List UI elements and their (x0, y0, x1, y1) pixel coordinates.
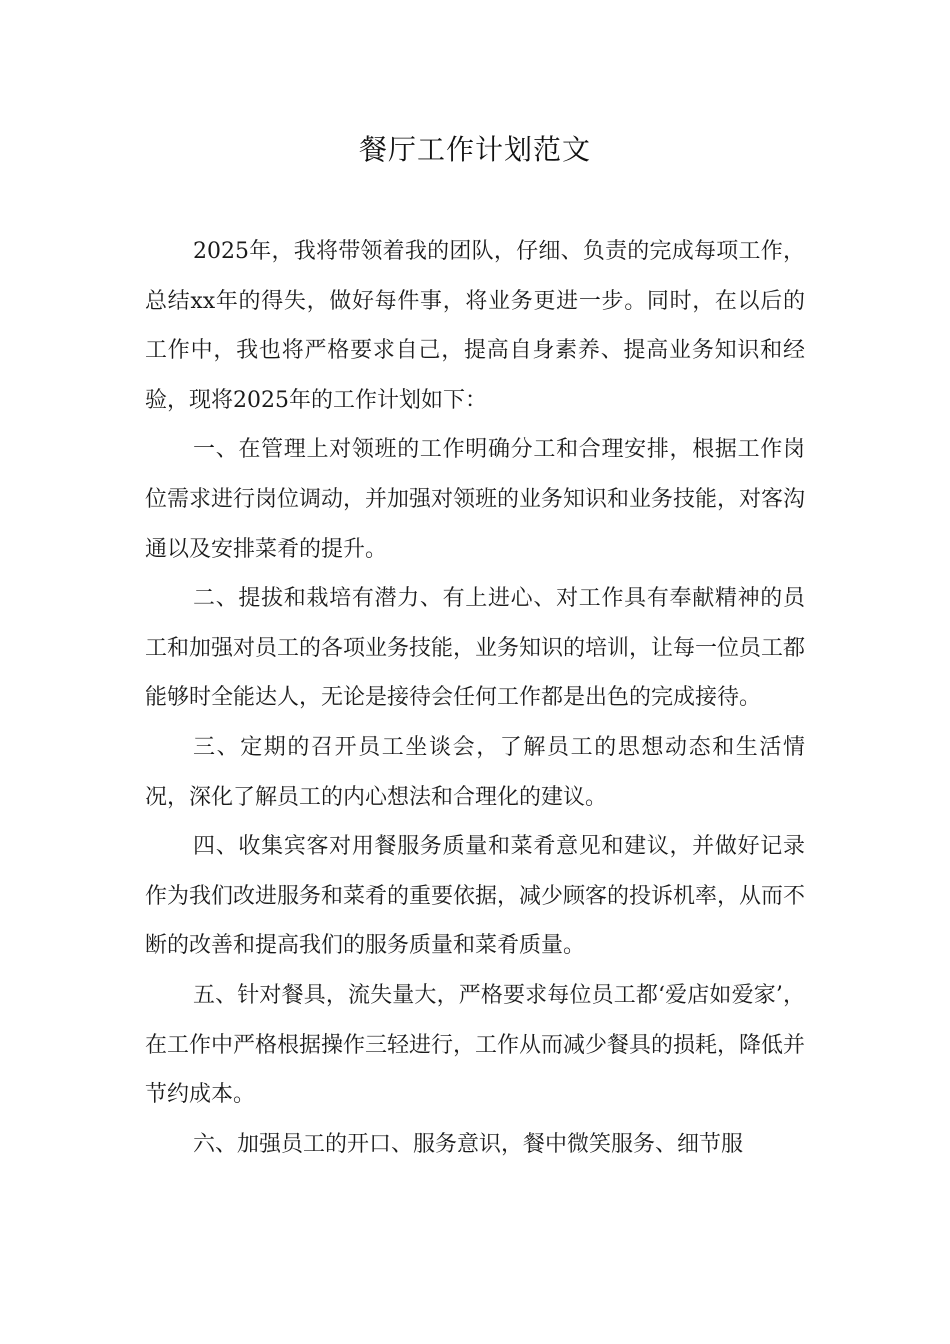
paragraph-item-5: 五、针对餐具，流失量大，严格要求每位员工都‘爱店如爱家’，在工作中严格根据操作三轻进行，工作从而减少餐具的损耗，降低并节约成本。 (145, 982, 806, 1108)
paragraph-item-3: 三、定期的召开员工坐谈会，了解员工的思想动态和生活情况，深化了解员工的内心想法和合理化的建议。 (145, 734, 805, 810)
paragraph-item-6: 六、加强员工的开口、服务意识，餐中微笑服务、细节服 (193, 1131, 744, 1157)
paragraph-item-2: 二、提拔和栽培有潜力、有上进心、对工作具有奉献精神的员工和加强对员工的各项业务技能，业务知识的培训，让每一位员工都能够时全能达人，无论是接待会任何工作都是出色的完成接待。 (145, 586, 806, 711)
paragraph-item-1: 一、在管理上对领班的工作明确分工和合理安排，根据工作岗位需求进行岗位调动，并加强对领班的业务知识和业务技能，对客沟通以及安排菜肴的提升。 (145, 437, 806, 562)
paragraph-intro: 2025年，我将带领着我的团队，仔细、负责的完成每项工作，总结xx年的得失，做好每件事，将业务更进一步。同时，在以后的工作中，我也将严格要求自己，提高自身素养、提高业务知识和经验，现将2025年的工作计划如下： (145, 239, 805, 413)
paragraph-item-4: 四、收集宾客对用餐服务质量和菜肴意见和建议，并做好记录作为我们改进服务和菜肴的重要依据，减少顾客的投诉机率，从而不断的改善和提高我们的服务质量和菜肴质量。 (145, 834, 806, 959)
document-title: 餐厅工作计划范文 (358, 133, 591, 166)
document-body (145, 227, 805, 1169)
